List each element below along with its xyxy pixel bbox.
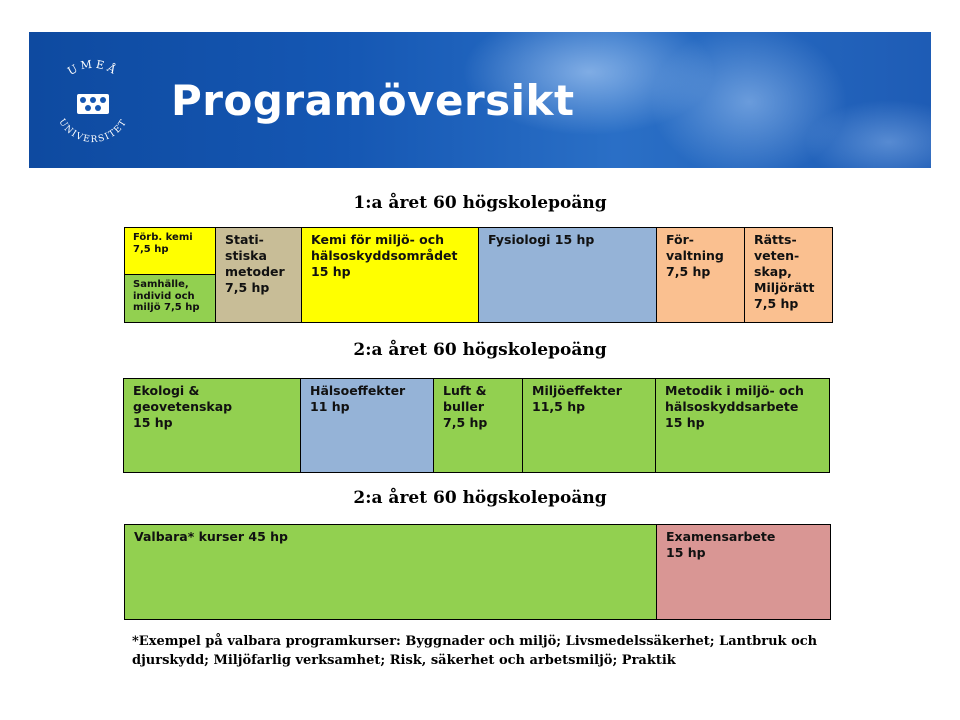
elective-courses-footnote: *Exempel på valbara programkurser: Byggnader och miljö; Livsmedelssäkerhet; Lantbruk och djurskydd; Miljöfarlig verksamhet; Risk, säkerhet och arbetsmiljö; Praktik: [132, 634, 818, 668]
course-samhalle-individ-miljo: Samhälle, individ och miljö 7,5 hp: [124, 274, 216, 323]
course-forvaltning: För- valtning 7,5 hp: [656, 227, 745, 323]
course-rattsvetenskap-miljoratt: Rätts- veten- skap, Miljörätt 7,5 hp: [744, 227, 833, 323]
header-banner: [29, 32, 931, 168]
course-statistiska-metoder: Stati- stiska metoder 7,5 hp: [215, 227, 302, 323]
course-metodik-miljo-halsoskydd: Metodik i miljö- och hälsoskyddsarbete 15 hp: [655, 378, 830, 473]
course-examensarbete: Examensarbete 15 hp: [656, 524, 831, 620]
course-fysiologi: Fysiologi 15 hp: [478, 227, 657, 323]
course-ekologi-geovetenskap: Ekologi & geovetenskap 15 hp: [123, 378, 301, 473]
course-halsoeffekter: Hälsoeffekter 11 hp: [300, 378, 434, 473]
year-1-heading: 1:a året 60 högskolepoäng: [353, 193, 607, 213]
course-valbara-kurser: Valbara* kurser 45 hp: [124, 524, 657, 620]
university-seal-logo: [47, 58, 139, 150]
course-forb-kemi: Förb. kemi 7,5 hp: [124, 227, 216, 275]
page-title: Programöversikt: [171, 76, 575, 125]
course-luft-buller: Luft & buller 7,5 hp: [433, 378, 523, 473]
svg-text:UNIVERSITET: UNIVERSITET: [56, 117, 130, 146]
svg-text:UMEÅ: UMEÅ: [65, 58, 121, 79]
course-miljoeffekter: Miljöeffekter 11,5 hp: [522, 378, 656, 473]
year-3-heading: 2:a året 60 högskolepoäng: [353, 488, 607, 508]
course-kemi-miljo-halsoskydd: Kemi för miljö- och hälsoskyddsområdet 15 hp: [301, 227, 479, 323]
year-2-heading: 2:a året 60 högskolepoäng: [353, 340, 607, 360]
